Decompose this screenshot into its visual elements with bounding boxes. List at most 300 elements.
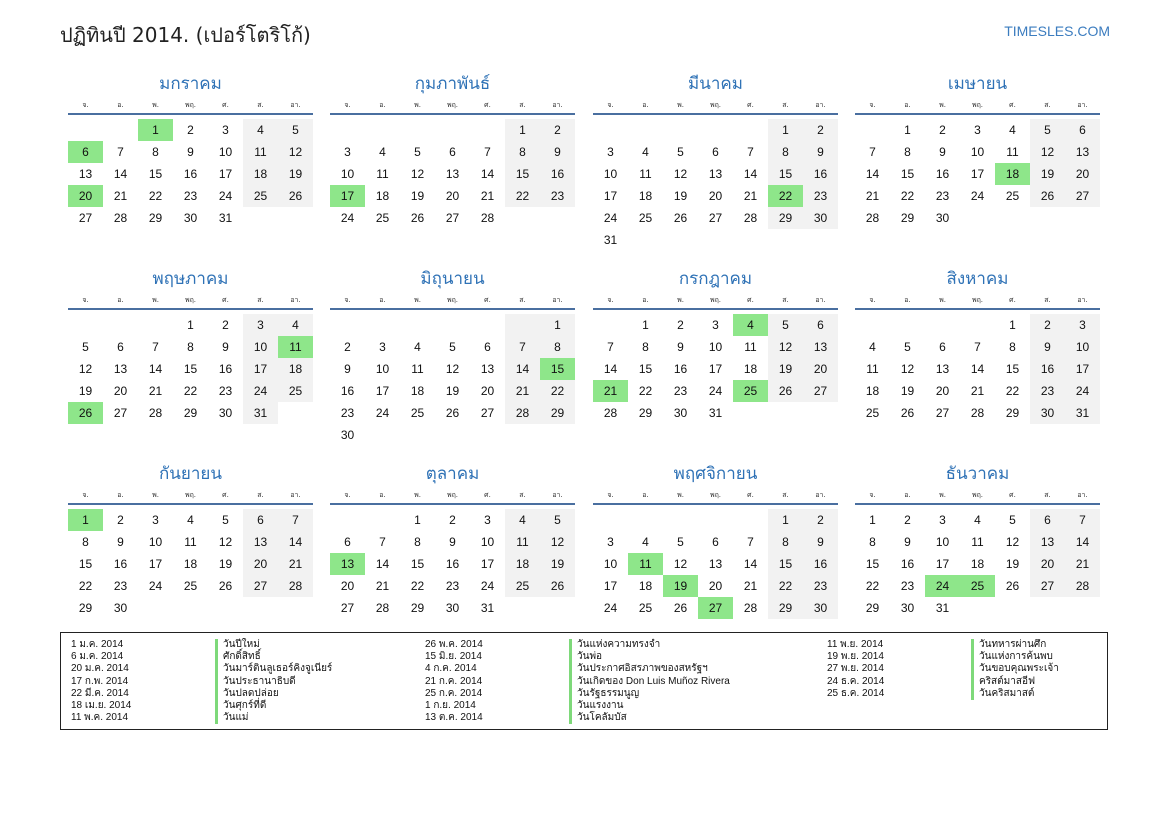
day-cell: 15	[638, 362, 653, 376]
day-cell: 19	[218, 557, 233, 571]
month-block	[68, 462, 313, 619]
weekday-label: พฤ.	[971, 296, 984, 304]
day-cell: 30	[900, 601, 915, 615]
day-cell: 10	[480, 535, 495, 549]
day-cell: 3	[243, 314, 278, 336]
day-cell: 19	[78, 384, 93, 398]
weekday-label: ศ.	[1009, 296, 1016, 304]
day-cell: 23	[540, 185, 575, 207]
day-cell: 14	[480, 167, 495, 181]
day-cell: 27	[1030, 575, 1065, 597]
holiday-day-cell: 15	[540, 358, 575, 380]
holiday-entry	[425, 712, 730, 724]
weekday-label: จ.	[607, 296, 614, 304]
weekday-label: จ.	[344, 101, 351, 109]
day-cell: 14	[970, 362, 985, 376]
day-cell: 14	[505, 358, 540, 380]
day-cell: 7	[747, 145, 754, 159]
day-cell: 15	[78, 557, 93, 571]
day-cell: 25	[638, 211, 653, 225]
day-cell: 31	[218, 211, 233, 225]
day-cell: 28	[278, 575, 313, 597]
weekday-label: จ.	[344, 296, 351, 304]
day-cell: 9	[222, 340, 229, 354]
day-cell: 2	[677, 318, 684, 332]
day-cell: 23	[673, 384, 688, 398]
day-cell: 20	[1030, 553, 1065, 575]
day-cell: 2	[904, 513, 911, 527]
day-cell: 20	[243, 553, 278, 575]
day-cell: 2	[803, 119, 838, 141]
weekday-label: ส.	[257, 101, 264, 109]
month-name: มิถุนายน	[420, 269, 485, 289]
day-cell: 23	[340, 406, 355, 420]
weekday-label: ส.	[257, 491, 264, 499]
weekday-label: อา.	[290, 101, 301, 109]
weekday-label: ส.	[519, 101, 526, 109]
day-cell: 27	[480, 406, 495, 420]
weekday-label: อา.	[815, 491, 826, 499]
day-cell: 26	[673, 601, 688, 615]
day-cell: 30	[218, 406, 233, 420]
holiday-name: วันรัฐธรรมนูญ	[569, 688, 639, 700]
month-name: มีนาคม	[688, 74, 743, 94]
empty-day-cell	[365, 119, 400, 141]
weekday-label: ศ.	[1009, 491, 1016, 499]
empty-day-cell	[365, 509, 400, 531]
day-cell: 20	[113, 384, 128, 398]
day-grid	[68, 509, 313, 619]
day-cell: 11	[1006, 145, 1019, 159]
day-cell: 4	[642, 535, 649, 549]
day-cell: 19	[673, 189, 688, 203]
weekday-label: อา.	[815, 296, 826, 304]
day-cell: 8	[414, 535, 421, 549]
day-grid	[855, 509, 1100, 619]
month-name: กุมภาพันธ์	[414, 74, 491, 94]
day-cell: 2	[803, 509, 838, 531]
month-name: พฤศจิกายน	[673, 464, 758, 484]
day-cell: 16	[935, 167, 950, 181]
day-cell: 9	[540, 141, 575, 163]
holiday-name: วันแม่	[215, 712, 249, 724]
holiday-name: วันเกิดของ Don Luis Muñoz Rivera	[569, 676, 730, 688]
day-cell: 1	[187, 318, 194, 332]
weekday-label: อ.	[379, 101, 386, 109]
day-cell: 13	[708, 557, 723, 571]
holiday-entry	[71, 688, 332, 700]
day-cell: 1	[869, 513, 876, 527]
day-cell: 26	[1005, 579, 1020, 593]
month-name: พฤษภาคม	[152, 269, 229, 289]
holiday-name: วันโคลัมบัส	[569, 712, 627, 724]
holiday-day-cell: 18	[995, 163, 1030, 185]
day-cell: 9	[803, 141, 838, 163]
empty-day-cell	[698, 509, 733, 531]
empty-day-cell	[435, 119, 470, 141]
weekday-label: พ.	[414, 491, 421, 499]
day-cell: 23	[445, 579, 460, 593]
weekday-header	[68, 294, 313, 310]
day-cell: 18	[183, 557, 198, 571]
day-cell: 21	[113, 189, 128, 203]
day-cell: 2	[1030, 314, 1065, 336]
month-block	[68, 72, 313, 229]
day-cell: 21	[865, 189, 880, 203]
day-cell: 26	[218, 579, 233, 593]
day-cell: 2	[187, 123, 194, 137]
day-cell: 31	[243, 402, 278, 424]
day-cell: 7	[117, 145, 124, 159]
day-cell: 10	[603, 167, 618, 181]
day-cell: 8	[505, 141, 540, 163]
day-cell: 3	[607, 145, 614, 159]
holiday-date: 26 พ.ค. 2014	[425, 639, 483, 650]
weekday-label: อา.	[552, 101, 563, 109]
weekday-label: พฤ.	[971, 101, 984, 109]
day-cell: 3	[974, 123, 981, 137]
day-cell: 15	[183, 362, 198, 376]
day-cell: 24	[480, 579, 495, 593]
day-cell: 20	[340, 579, 355, 593]
weekday-header	[330, 294, 575, 310]
day-cell: 5	[904, 340, 911, 354]
day-cell: 24	[603, 601, 618, 615]
empty-day-cell	[733, 509, 768, 531]
brand-link[interactable]: TIMESLES.COM	[1004, 23, 1110, 39]
day-cell: 10	[935, 535, 950, 549]
weekday-label: ส.	[782, 296, 789, 304]
day-cell: 12	[768, 336, 803, 358]
day-cell: 13	[78, 167, 93, 181]
holiday-name: วันขอบคุณพระเจ้า	[971, 663, 1059, 675]
day-cell: 29	[183, 406, 198, 420]
day-cell: 25	[183, 579, 198, 593]
day-cell: 14	[603, 362, 618, 376]
weekday-label: อา.	[290, 296, 301, 304]
month-name: สิงหาคม	[946, 269, 1009, 289]
weekday-label: พ.	[677, 296, 684, 304]
weekday-label: อ.	[117, 296, 124, 304]
empty-day-cell	[470, 314, 505, 336]
day-cell: 5	[449, 340, 456, 354]
day-cell: 11	[184, 535, 197, 549]
holiday-day-cell: 13	[330, 553, 365, 575]
weekday-label: พ.	[939, 296, 946, 304]
holiday-entry	[425, 639, 730, 651]
day-cell: 12	[445, 362, 460, 376]
day-cell: 27	[113, 406, 128, 420]
day-cell: 18	[375, 189, 390, 203]
day-cell: 24	[1065, 380, 1100, 402]
day-cell: 16	[113, 557, 128, 571]
day-cell: 16	[445, 557, 460, 571]
day-cell: 17	[708, 362, 723, 376]
holiday-entry	[71, 712, 332, 724]
day-cell: 9	[1030, 336, 1065, 358]
holiday-entry	[827, 688, 1059, 700]
day-cell: 30	[113, 601, 128, 615]
holiday-entry	[425, 688, 730, 700]
day-cell: 5	[82, 340, 89, 354]
day-cell: 19	[278, 163, 313, 185]
empty-day-cell	[103, 314, 138, 336]
day-cell: 23	[900, 579, 915, 593]
day-cell: 14	[865, 167, 880, 181]
month-block	[330, 267, 575, 446]
day-cell: 4	[974, 513, 981, 527]
day-cell: 26	[673, 211, 688, 225]
day-cell: 18	[410, 384, 425, 398]
day-cell: 5	[1030, 119, 1065, 141]
day-cell: 25	[278, 380, 313, 402]
day-cell: 6	[243, 509, 278, 531]
day-cell: 22	[1005, 384, 1020, 398]
day-cell: 20	[480, 384, 495, 398]
month-name: มกราคม	[159, 74, 222, 94]
day-cell: 16	[540, 163, 575, 185]
day-cell: 12	[410, 167, 425, 181]
weekday-label: ศ.	[484, 101, 491, 109]
holiday-name: วันปีใหม่	[215, 639, 260, 651]
holiday-day-cell: 26	[68, 402, 103, 424]
day-cell: 29	[540, 402, 575, 424]
day-grid	[68, 314, 313, 424]
day-cell: 28	[505, 402, 540, 424]
weekday-label: จ.	[607, 491, 614, 499]
day-cell: 21	[148, 384, 163, 398]
day-cell: 24	[340, 211, 355, 225]
weekday-label: อ.	[379, 296, 386, 304]
weekday-label: ส.	[519, 296, 526, 304]
month-name: เมษายน	[947, 74, 1008, 94]
holiday-entry	[71, 639, 332, 651]
holiday-date: 17 ก.พ. 2014	[71, 675, 129, 687]
weekday-label: ส.	[1044, 296, 1051, 304]
day-cell: 31	[480, 601, 495, 615]
day-cell: 24	[970, 189, 985, 203]
holiday-name: วันคริสมาสต์	[971, 688, 1034, 700]
day-cell: 20	[708, 579, 723, 593]
holiday-name: วันศุกร์ที่ดี	[215, 700, 266, 712]
day-cell: 2	[540, 119, 575, 141]
day-grid	[855, 314, 1100, 424]
holiday-date: 18 เม.ย. 2014	[71, 700, 132, 712]
day-cell: 20	[803, 358, 838, 380]
day-cell: 25	[410, 406, 425, 420]
day-cell: 9	[677, 340, 684, 354]
day-cell: 7	[152, 340, 159, 354]
day-cell: 26	[278, 185, 313, 207]
day-cell: 22	[183, 384, 198, 398]
weekday-label: ส.	[1044, 491, 1051, 499]
day-cell: 17	[603, 579, 618, 593]
day-cell: 5	[677, 145, 684, 159]
day-cell: 4	[187, 513, 194, 527]
day-cell: 8	[768, 141, 803, 163]
weekday-label: พฤ.	[446, 101, 459, 109]
day-cell: 13	[708, 167, 723, 181]
holiday-name: คริสต์มาสอีฟ	[971, 676, 1035, 688]
day-cell: 10	[1065, 336, 1100, 358]
holiday-entry	[71, 700, 332, 712]
day-cell: 6	[803, 314, 838, 336]
day-cell: 18	[970, 557, 985, 571]
day-cell: 6	[712, 145, 719, 159]
empty-day-cell	[470, 119, 505, 141]
holiday-day-cell: 21	[593, 380, 628, 402]
day-cell: 4	[505, 509, 540, 531]
day-cell: 7	[607, 340, 614, 354]
holiday-entry	[827, 639, 1059, 651]
day-cell: 7	[278, 509, 313, 531]
empty-day-cell	[663, 119, 698, 141]
holiday-name: วันมาร์ตินลูเธอร์คิงจูเนียร์	[215, 663, 332, 675]
day-cell: 3	[222, 123, 229, 137]
day-cell: 29	[148, 211, 163, 225]
month-block	[68, 267, 313, 424]
month-name: ธันวาคม	[945, 464, 1010, 484]
day-cell: 30	[803, 207, 838, 229]
day-cell: 9	[939, 145, 946, 159]
day-cell: 25	[1005, 189, 1020, 203]
day-cell: 8	[768, 531, 803, 553]
holiday-entry	[425, 663, 730, 675]
day-cell: 31	[708, 406, 723, 420]
day-cell: 1	[904, 123, 911, 137]
weekday-label: ส.	[1044, 101, 1051, 109]
day-cell: 5	[414, 145, 421, 159]
holiday-day-cell: 27	[698, 597, 733, 619]
day-cell: 13	[445, 167, 460, 181]
day-cell: 9	[904, 535, 911, 549]
day-grid	[855, 119, 1100, 229]
day-cell: 15	[1005, 362, 1020, 376]
day-cell: 29	[768, 207, 803, 229]
holiday-column-1	[71, 639, 332, 724]
day-cell: 26	[445, 406, 460, 420]
weekday-label: ศ.	[1009, 101, 1016, 109]
day-cell: 27	[78, 211, 93, 225]
holiday-entry	[827, 676, 1059, 688]
month-block	[593, 267, 838, 424]
day-cell: 8	[540, 336, 575, 358]
day-cell: 6	[117, 340, 124, 354]
day-cell: 3	[1065, 314, 1100, 336]
month-name: กันยายน	[158, 464, 222, 484]
weekday-header	[68, 489, 313, 505]
empty-day-cell	[330, 119, 365, 141]
day-cell: 17	[148, 557, 163, 571]
day-cell: 28	[1065, 575, 1100, 597]
day-cell: 13	[935, 362, 950, 376]
day-cell: 19	[900, 384, 915, 398]
weekday-header	[593, 489, 838, 505]
holiday-date: 6 ม.ค. 2014	[71, 651, 124, 663]
day-grid	[330, 509, 575, 619]
holiday-entry	[425, 700, 730, 712]
empty-day-cell	[890, 314, 925, 336]
empty-day-cell	[663, 509, 698, 531]
weekday-label: พฤ.	[446, 296, 459, 304]
empty-day-cell	[68, 314, 103, 336]
day-cell: 19	[540, 553, 575, 575]
day-cell: 3	[712, 318, 719, 332]
day-cell: 19	[768, 358, 803, 380]
empty-day-cell	[365, 314, 400, 336]
day-grid	[593, 314, 838, 424]
weekday-label: ศ.	[747, 491, 754, 499]
holiday-day-cell: 20	[68, 185, 103, 207]
holiday-date: 13 ต.ค. 2014	[425, 712, 483, 724]
weekday-label: พฤ.	[184, 296, 197, 304]
weekday-label: พฤ.	[709, 101, 722, 109]
empty-day-cell	[593, 119, 628, 141]
day-cell: 6	[484, 340, 491, 354]
day-cell: 10	[603, 557, 618, 571]
day-cell: 10	[340, 167, 355, 181]
day-cell: 16	[340, 384, 355, 398]
day-cell: 29	[410, 601, 425, 615]
holiday-entry	[827, 651, 1059, 663]
day-cell: 22	[78, 579, 93, 593]
weekday-label: พฤ.	[971, 491, 984, 499]
day-cell: 16	[673, 362, 688, 376]
day-cell: 8	[642, 340, 649, 354]
day-cell: 22	[410, 579, 425, 593]
holiday-name: ศักดิ์สิทธิ์	[215, 651, 261, 663]
weekday-label: ส.	[257, 296, 264, 304]
day-cell: 7	[974, 340, 981, 354]
holiday-entry	[425, 651, 730, 663]
holiday-day-cell: 24	[925, 575, 960, 597]
day-cell: 22	[505, 185, 540, 207]
day-cell: 6	[939, 340, 946, 354]
day-cell: 27	[708, 211, 723, 225]
day-cell: 9	[187, 145, 194, 159]
day-cell: 5	[222, 513, 229, 527]
day-cell: 17	[1065, 358, 1100, 380]
weekday-label: พฤ.	[709, 491, 722, 499]
day-cell: 3	[607, 535, 614, 549]
holiday-entry	[71, 663, 332, 675]
day-cell: 28	[743, 601, 758, 615]
weekday-label: อ.	[117, 101, 124, 109]
day-cell: 15	[505, 163, 540, 185]
weekday-label: ศ.	[747, 101, 754, 109]
day-cell: 11	[639, 167, 652, 181]
weekday-label: พ.	[414, 101, 421, 109]
holiday-date: 24 ธ.ค. 2014	[827, 675, 885, 687]
day-cell: 21	[743, 189, 758, 203]
day-cell: 7	[1065, 509, 1100, 531]
empty-day-cell	[733, 119, 768, 141]
empty-day-cell	[925, 314, 960, 336]
day-cell: 12	[278, 141, 313, 163]
holiday-entry	[71, 651, 332, 663]
weekday-label: พ.	[414, 296, 421, 304]
day-cell: 8	[904, 145, 911, 159]
day-cell: 21	[375, 579, 390, 593]
holiday-day-cell: 1	[138, 119, 173, 141]
empty-day-cell	[593, 314, 628, 336]
day-cell: 17	[243, 358, 278, 380]
holiday-name: วันแห่งการค้นพบ	[971, 651, 1053, 663]
day-cell: 22	[638, 384, 653, 398]
empty-day-cell	[593, 509, 628, 531]
day-grid	[330, 314, 575, 446]
holiday-day-cell: 1	[68, 509, 103, 531]
